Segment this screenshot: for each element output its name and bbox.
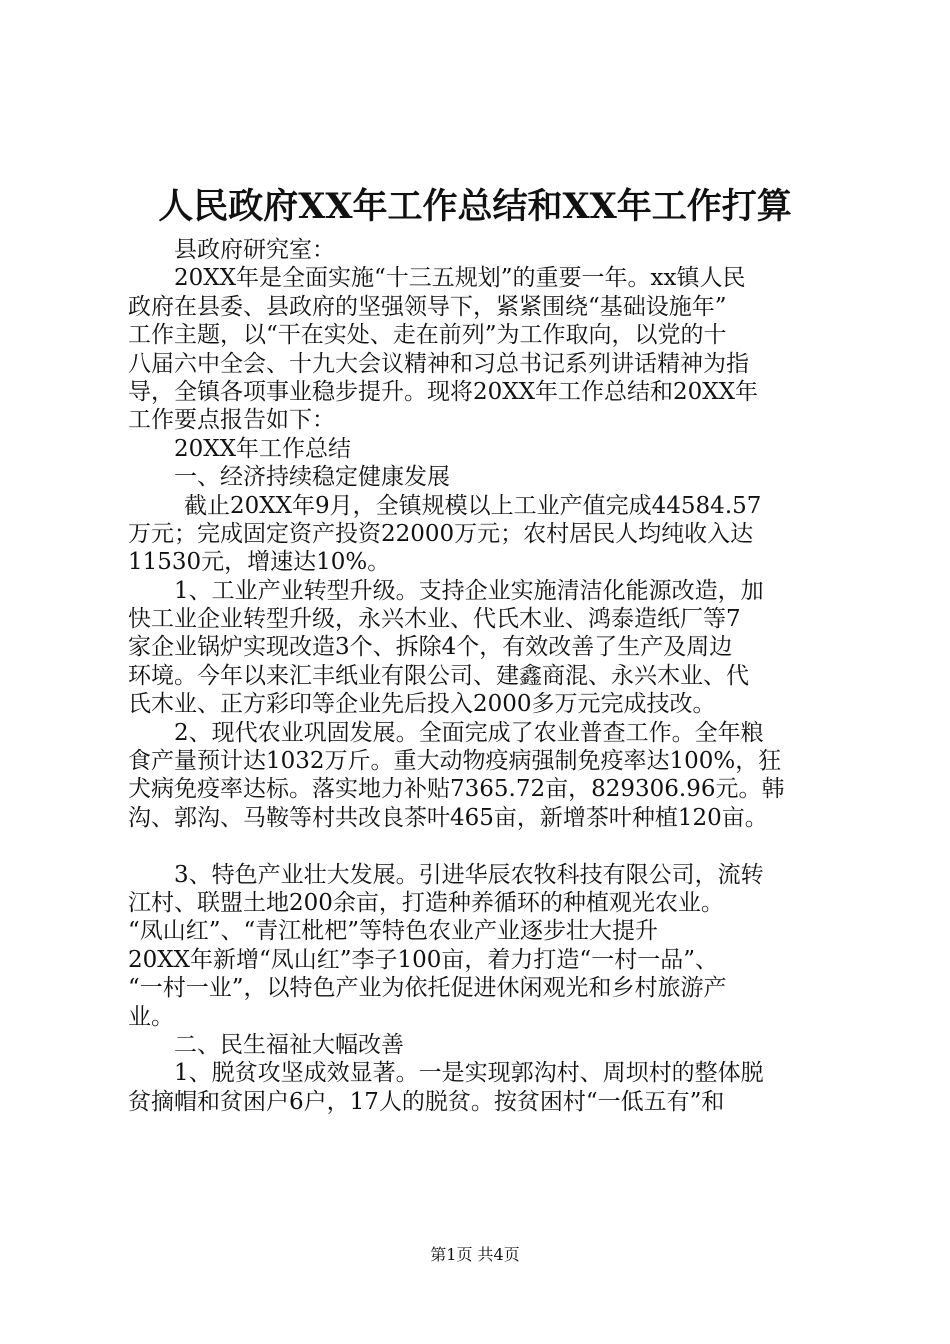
paragraph-line: “凤山红”、“青江枇杷”等特色农业产业逐步壮大提升	[128, 918, 659, 945]
document-title: 人民政府XX年工作总结和XX年工作打算	[158, 186, 792, 227]
paragraph-line: 导，全镇各项事业稳步提升。现将20XX年工作总结和20XX年	[128, 378, 759, 405]
paragraph-line: 犬病免疫率达标。落实地力补贴7365.72亩，829306.96元。韩	[128, 776, 785, 803]
paragraph-line: 氏木业、正方彩印等企业先后投入2000多万元完成技改。	[128, 691, 716, 718]
paragraph-line: 江村、联盟土地200余亩，打造种养循环的种植观光农业。	[128, 889, 724, 916]
paragraph-line: 1、脱贫攻坚成效显著。一是实现郭沟村、周坝村的整体脱	[174, 1060, 764, 1087]
paragraph-line: 食产量预计达1032万斤。重大动物疫病强制免疫率达100%，狂	[128, 748, 782, 775]
blank-line	[128, 832, 848, 860]
paragraph-line: 工作主题，以“干在实处、走在前列”为工作取向，以党的十	[128, 322, 727, 349]
paragraph-line: 八届六中全会、十九大会议精神和习总书记系列讲话精神为指	[128, 350, 749, 377]
paragraph-line: 环境。今年以来汇丰纸业有限公司、建鑫商混、永兴木业、代	[128, 662, 749, 689]
recipient-line: 县政府研究室：	[174, 237, 335, 263]
paragraph-line: 截止20XX年9月，全镇规模以上工业产值完成44584.57	[184, 492, 762, 519]
paragraph-line: 3、特色产业壮大发展。引进华辰农牧科技有限公司，流转	[174, 861, 764, 888]
paragraph-line: 家企业锅炉实现改造3个、拆除4个，有效改善了生产及周边	[128, 634, 733, 661]
paragraph-line: 政府在县委、县政府的坚强领导下，紧紧围绕“基础设施年”	[128, 293, 727, 320]
paragraph-line: 1、工业产业转型升级。支持企业实施清洁化能源改造，加	[174, 577, 764, 604]
paragraph-line: 11530元，增速达10%。	[128, 549, 391, 576]
document-body	[128, 236, 848, 1116]
paragraph-line: 贫摘帽和贫困户6户，17人的脱贫。按贫困村“一低五有”和	[128, 1088, 725, 1115]
section-heading: 20XX年工作总结	[174, 435, 352, 462]
paragraph-line: 快工业企业转型升级，永兴木业、代氏木业、鸿泰造纸厂等7	[128, 606, 741, 633]
paragraph-line: 沟、郭沟、马鞍等村共改良茶叶465亩，新增茶叶种植120亩。	[128, 804, 768, 831]
page-footer: 第1页 共4页	[430, 1245, 520, 1264]
paragraph-line: “一村一业”，以特色产业为依托促进休闲观光和乡村旅游产	[128, 975, 727, 1002]
paragraph-line: 2、现代农业巩固发展。全面完成了农业普查工作。全年粮	[174, 719, 764, 746]
paragraph-line: 工作要点报告如下：	[128, 407, 335, 434]
paragraph-line: 20XX年新增“凤山红”李子100亩，着力打造“一村一品”、	[128, 946, 718, 973]
section-heading: 一、经济持续稳定健康发展	[174, 464, 450, 491]
paragraph-line: 万元；完成固定资产投资22000万元；农村居民人均纯收入达	[128, 520, 754, 547]
section-heading: 二、民生福祉大幅改善	[174, 1031, 404, 1058]
paragraph-line: 业。	[128, 1003, 174, 1030]
paragraph-line: 20XX年是全面实施“十三五规划”的重要一年。xx镇人民	[174, 265, 746, 292]
